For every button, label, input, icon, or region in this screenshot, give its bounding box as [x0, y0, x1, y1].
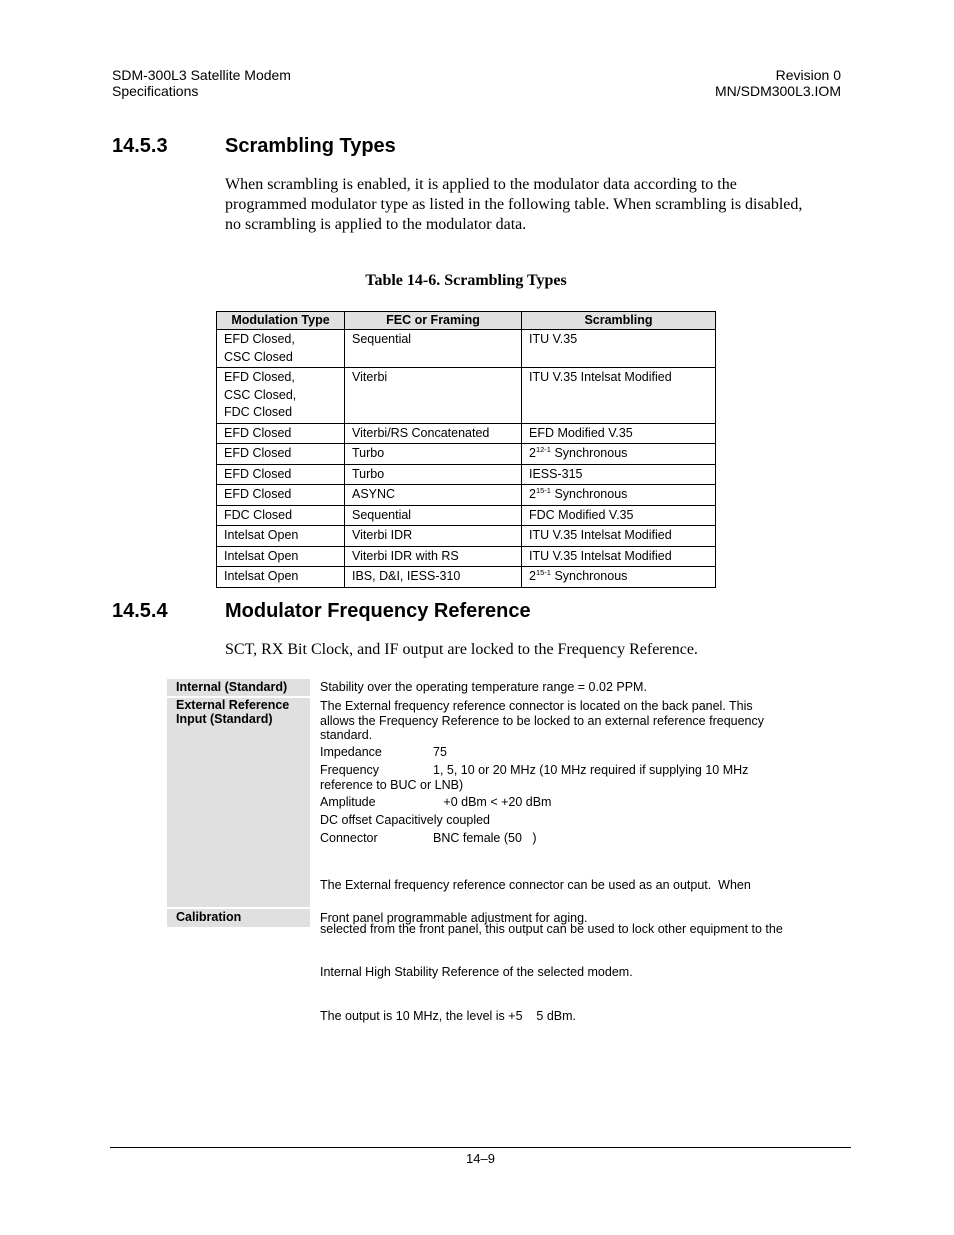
cell-scrambling: ITU V.35	[522, 330, 716, 368]
page-number: 14–9	[466, 1151, 495, 1166]
spec-line: Internal High Stability Reference of the selected modem.	[320, 965, 633, 979]
section-number: 14.5.4	[112, 600, 168, 622]
cell-scrambling: ITU V.35 Intelsat Modified	[522, 368, 716, 424]
cell-modulation-type: EFD Closed	[217, 464, 345, 485]
exponent-base: 2	[529, 569, 536, 583]
cell-fec: Viterbi/RS Concatenated	[345, 423, 522, 444]
table-row	[217, 505, 716, 526]
header-revision: Revision 0	[775, 67, 841, 83]
section-title: Modulator Frequency Reference	[225, 600, 531, 622]
paragraph-line: When scrambling is enabled, it is applied to the modulator data according to the	[225, 176, 737, 193]
cell-scrambling	[522, 567, 716, 588]
cell-fec: ASYNC	[345, 485, 522, 506]
cell-fec: Sequential	[345, 505, 522, 526]
cell-modulation-type: Intelsat Open	[217, 546, 345, 567]
spec-label-external	[167, 698, 310, 907]
cell-line: CSC Closed	[224, 349, 293, 364]
table-row	[217, 526, 716, 547]
table-row	[217, 368, 716, 424]
table-caption: Table 14-6. Scrambling Types	[365, 272, 567, 289]
cell-fec: Turbo	[345, 444, 522, 465]
exponent: 12-1	[535, 445, 551, 454]
spec-frequency	[320, 763, 800, 792]
scrambling-suffix: Synchronous	[550, 487, 628, 501]
cell-modulation-type: FDC Closed	[217, 505, 345, 526]
cell-scrambling: ITU V.35 Intelsat Modified	[522, 546, 716, 567]
spec-dc-offset: DC offset Capacitively coupled	[320, 813, 490, 827]
table-row	[217, 423, 716, 444]
page-header-left	[112, 67, 291, 99]
footer-rule	[110, 1147, 851, 1148]
column-header-fec-framing: FEC or Framing	[345, 312, 522, 330]
spec-label-text: Internal (Standard)	[176, 680, 288, 694]
spec-key: Impedance	[320, 745, 382, 759]
cell-scrambling	[522, 485, 716, 506]
cell-fec: Turbo	[345, 464, 522, 485]
spec-value: 75	[433, 745, 447, 759]
spec-line: selected from the front panel, this output can be used to lock other equipment to the	[320, 921, 783, 936]
cell-line: EFD Closed,	[224, 332, 295, 346]
exponent-base: 2	[529, 487, 536, 501]
spec-value-external-intro	[320, 699, 800, 743]
cell-fec: Viterbi IDR	[345, 526, 522, 547]
scrambling-suffix: Synchronous	[550, 446, 628, 460]
spec-value-internal: Stability over the operating temperature range = 0.02 PPM.	[320, 680, 647, 694]
cell-line: EFD Closed,	[224, 370, 295, 384]
exponent: 15-1	[535, 568, 551, 577]
cell-scrambling	[522, 444, 716, 465]
paragraph-line: programmed modulator type as listed in the following table. When scrambling is disabled,	[225, 196, 803, 213]
frequency-reference-paragraph: SCT, RX Bit Clock, and IF output are locked to the Frequency Reference.	[225, 641, 698, 658]
cell-modulation-type	[217, 368, 345, 424]
spec-label-calibration	[167, 909, 310, 927]
cell-scrambling: ITU V.35 Intelsat Modified	[522, 526, 716, 547]
spec-value-calibration: Front panel programmable adjustment for aging.	[320, 911, 588, 925]
cell-fec: Sequential	[345, 330, 522, 368]
section-number: 14.5.3	[112, 135, 168, 157]
spec-label-text: External Reference	[176, 698, 290, 712]
cell-scrambling: EFD Modified V.35	[522, 423, 716, 444]
page-header-right	[600, 67, 841, 99]
spec-value-continued: reference to BUC or LNB)	[320, 777, 464, 792]
cell-modulation-type: EFD Closed	[217, 444, 345, 465]
column-header-modulation-type: Modulation Type	[217, 312, 345, 330]
header-product-name: SDM-300L3 Satellite Modem	[112, 67, 291, 83]
cell-fec: Viterbi IDR with RS	[345, 546, 522, 567]
column-header-scrambling: Scrambling	[522, 312, 716, 330]
cell-modulation-type: EFD Closed	[217, 485, 345, 506]
spec-label-text: Calibration	[176, 910, 242, 924]
cell-modulation-type: EFD Closed	[217, 423, 345, 444]
cell-line: CSC Closed,	[224, 387, 297, 402]
spec-line: The External frequency reference connector can be used as an output. When	[320, 878, 751, 892]
cell-modulation-type: Intelsat Open	[217, 526, 345, 547]
spec-value: +0 dBm < +20 dBm	[433, 795, 552, 809]
header-document-id: MN/SDM300L3.IOM	[714, 83, 841, 99]
spec-key: Amplitude	[320, 795, 376, 809]
paragraph-line: no scrambling is applied to the modulator data.	[225, 216, 527, 233]
cell-modulation-type: Intelsat Open	[217, 567, 345, 588]
cell-scrambling: IESS-315	[522, 464, 716, 485]
header-chapter-name: Specifications	[112, 83, 199, 99]
exponent: 15-1	[535, 486, 551, 495]
table-row	[217, 567, 716, 588]
scrambling-suffix: Synchronous	[550, 569, 628, 583]
table-row	[217, 330, 716, 368]
spec-key: Frequency	[320, 763, 380, 777]
spec-label-text: Input (Standard)	[176, 712, 273, 726]
table-row	[217, 464, 716, 485]
cell-fec: IBS, D&I, IESS-310	[345, 567, 522, 588]
spec-label-internal	[167, 679, 310, 696]
spec-key: Connector	[320, 831, 378, 845]
spec-connector	[320, 831, 800, 846]
cell-modulation-type	[217, 330, 345, 368]
exponent-base: 2	[529, 446, 536, 460]
spec-line: allows the Frequency Reference to be locked to an external reference frequency	[320, 713, 765, 728]
table-row	[217, 485, 716, 506]
table-row	[217, 444, 716, 465]
spec-impedance	[320, 745, 800, 760]
section-title: Scrambling Types	[225, 135, 396, 157]
cell-line: FDC Closed	[224, 405, 293, 419]
cell-scrambling: FDC Modified V.35	[522, 505, 716, 526]
cell-fec: Viterbi	[345, 368, 522, 424]
spec-value: 1, 5, 10 or 20 MHz (10 MHz required if supplying 10 MHz	[433, 763, 749, 777]
scrambling-types-table	[216, 311, 716, 588]
spec-line: The output is 10 MHz, the level is +5 5 dBm.	[320, 1008, 577, 1023]
spec-line: standard.	[320, 728, 373, 742]
table-row	[217, 546, 716, 567]
spec-value: BNC female (50 )	[433, 831, 537, 845]
table-header-row	[217, 312, 716, 330]
spec-output-description	[320, 849, 800, 1052]
spec-line: The External frequency reference connector is located on the back panel. This	[320, 699, 753, 713]
scrambling-paragraph	[225, 175, 850, 235]
spec-amplitude	[320, 795, 800, 810]
